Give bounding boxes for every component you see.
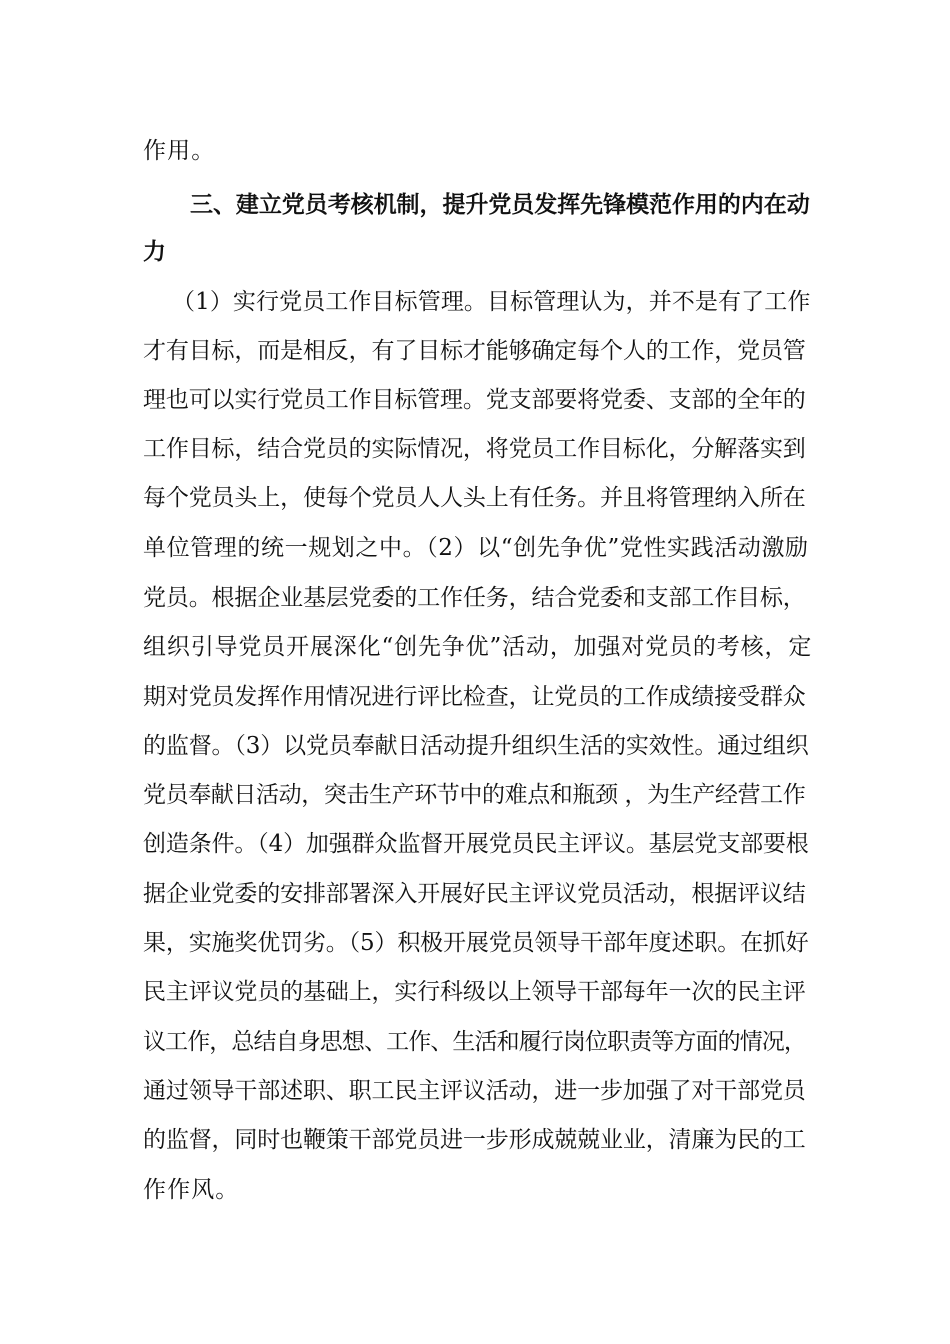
paragraph-line: 作作风。	[143, 1177, 240, 1203]
paragraph-line: 议工作，总结自身思想、工作、生活和履行岗位职责等方面的情况，	[143, 1029, 807, 1055]
paragraph-line: 党员奉献日活动，突击生产环节中的难点和瓶颈 ，为生产经营工作	[143, 782, 806, 808]
paragraph-line: 的监督。（3）以党员奉献日活动提升组织生活的实效性。通过组织	[143, 733, 809, 759]
paragraph-line: 的监督，同时也鞭策干部党员进一步形成兢兢业业，清廉为民的工	[143, 1127, 806, 1153]
paragraph-line: 民主评议党员的基础上，实行科级以上领导干部每年一次的民主评	[143, 979, 806, 1005]
paragraph-line: 理也可以实行党员工作目标管理。党支部要将党委、支部的全年的	[143, 387, 806, 413]
paragraph-line: 每个党员头上，使每个党员人人头上有任务。并且将管理纳入所在	[143, 485, 806, 511]
paragraph-line: 期对党员发挥作用情况进行评比检查，让党员的工作成绩接受群众	[143, 684, 806, 710]
paragraph-line: 工作目标，结合党员的实际情况，将党员工作目标化，分解落实到	[143, 436, 806, 462]
paragraph-line: 据企业党委的安排部署深入开展好民主评议党员活动，根据评议结	[143, 881, 806, 907]
paragraph-line: 才有目标，而是相反，有了目标才能够确定每个人的工作，党员管	[143, 338, 806, 364]
paragraph-line: 单位管理的统一规划之中。（2）以“创先争优”党性实践活动激励	[143, 535, 809, 561]
paragraph-line: 果，实施奖优罚劣。（5）积极开展党员领导干部年度述职。在抓好	[143, 930, 809, 956]
section-heading-line: 三、建立党员考核机制，提升党员发挥先锋模范作用的内在动	[190, 192, 810, 218]
paragraph-line: 党员。根据企业基层党委的工作任务，结合党委和支部工作目标，	[143, 585, 806, 611]
paragraph-line: 组织引导党员开展深化“创先争优”活动，加强对党员的考核，定	[143, 634, 813, 660]
paragraph-line: 作用。	[143, 138, 216, 164]
paragraph-line: 创造条件。（4）加强群众监督开展党员民主评议。基层党支部要根	[143, 831, 809, 857]
paragraph-line: （1）实行党员工作目标管理。目标管理认为，并不是有了工作	[172, 289, 811, 315]
paragraph-line: 通过领导干部述职、职工民主评议活动，进一步加强了对干部党员	[143, 1078, 806, 1104]
section-heading-line: 力	[143, 239, 168, 265]
